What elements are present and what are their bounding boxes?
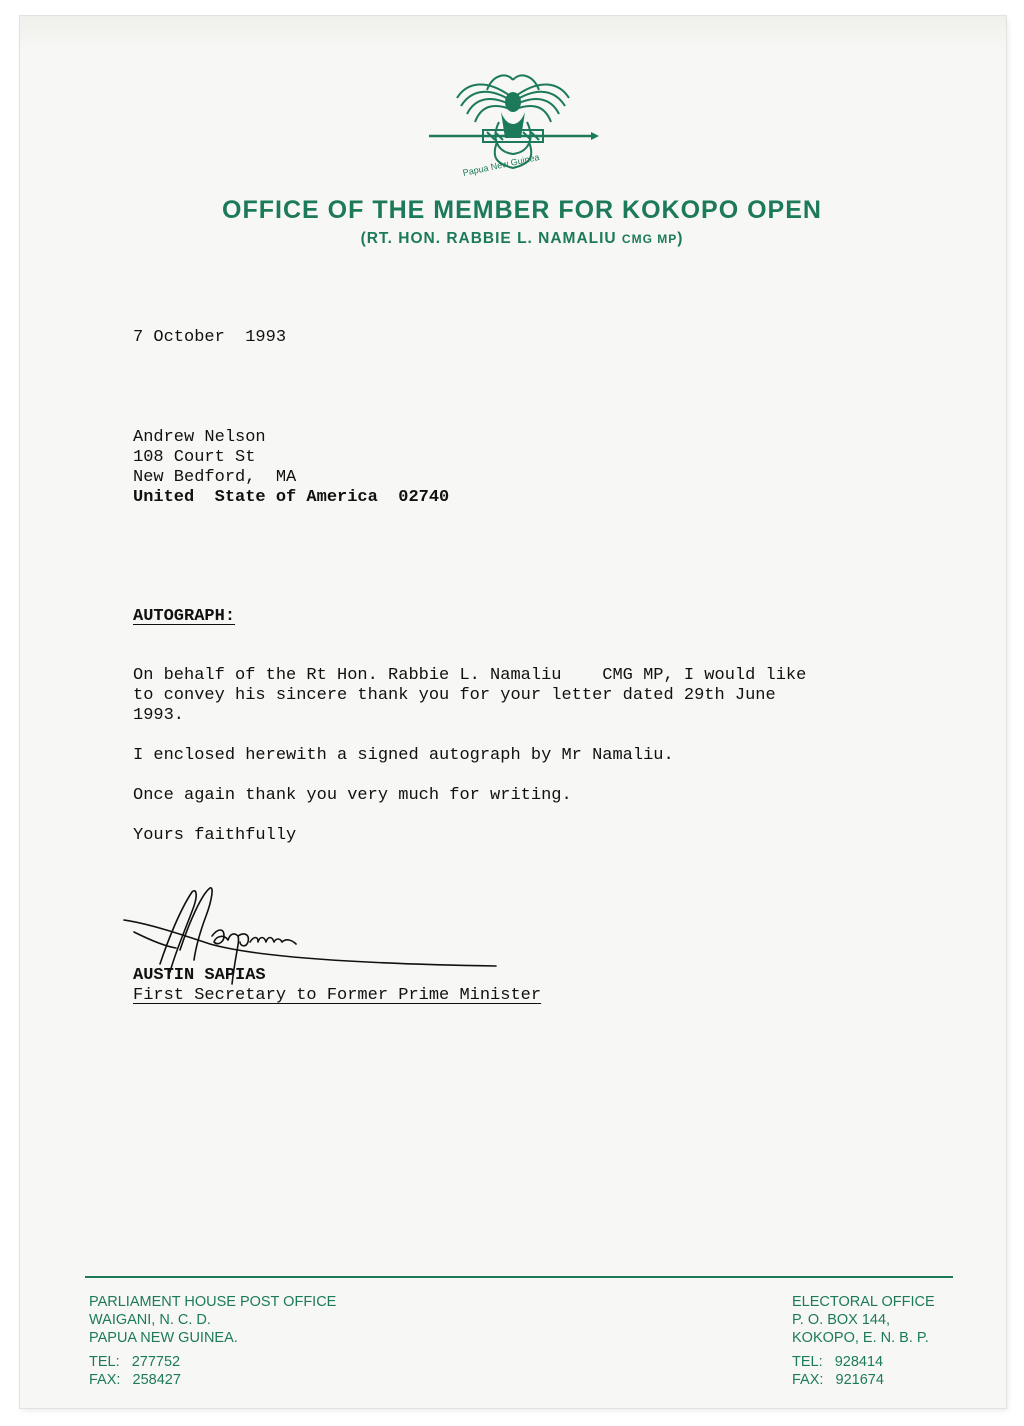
- crest-caption: Papua New Guinea: [461, 151, 541, 179]
- tel-label: TEL:: [792, 1354, 823, 1370]
- subtitle-honours: CMG MP: [621, 232, 678, 246]
- letterhead-subtitle: [0, 230, 1024, 248]
- tel-number: 928414: [834, 1354, 884, 1370]
- closing: Yours faithfully: [133, 826, 297, 845]
- recipient-street: 108 Court St: [133, 448, 256, 467]
- recipient-country: United State of America 02740: [133, 488, 450, 507]
- paper-fold: [20, 16, 1006, 50]
- footer-right-tel: [792, 1353, 935, 1371]
- footer-left-line3: PAPUA NEW GUINEA.: [89, 1330, 238, 1346]
- recipient-city: New Bedford, MA: [133, 468, 297, 487]
- footer-left-fax: [89, 1371, 336, 1389]
- para1-line2: to convey his sincere thank you for your letter dated 29th June: [133, 686, 776, 705]
- signatory-name: AUSTIN SAPIAS: [133, 966, 266, 985]
- letter-date: 7 October 1993: [133, 328, 287, 347]
- fax-label: FAX:: [792, 1372, 824, 1388]
- para1-line3: 1993.: [133, 706, 185, 725]
- tel-label: TEL:: [89, 1354, 120, 1370]
- fax-number: 921674: [835, 1372, 884, 1388]
- para3: Once again thank you very much for writing.: [133, 786, 572, 805]
- footer-right-line1: ELECTORAL OFFICE: [792, 1294, 935, 1310]
- letter-subject: AUTOGRAPH:: [133, 607, 236, 626]
- footer-left-line2: WAIGANI, N. C. D.: [89, 1312, 211, 1328]
- letterhead-title: OFFICE OF THE MEMBER FOR KOKOPO OPEN: [222, 196, 822, 224]
- bird-of-paradise-crest-icon: [427, 68, 599, 188]
- footer-right-fax: [792, 1371, 935, 1389]
- footer-left-tel: [89, 1353, 336, 1371]
- recipient-name: Andrew Nelson: [133, 428, 266, 447]
- footer-divider: [85, 1276, 953, 1278]
- fax-number: 258427: [132, 1372, 181, 1388]
- subtitle-close: ): [677, 230, 684, 247]
- para2: I enclosed herewith a signed autograph by Mr Namaliu.: [133, 746, 674, 765]
- para1-line1: On behalf of the Rt Hon. Rabbie L. Namaliu CMG MP, I would like: [133, 666, 807, 685]
- subtitle-main: (RT. HON. RABBIE L. NAMALIU: [360, 230, 617, 247]
- tel-number: 277752: [131, 1354, 181, 1370]
- footer-parliament-address: [89, 1293, 336, 1389]
- footer-right-line2: P. O. BOX 144,: [792, 1312, 891, 1328]
- fax-label: FAX:: [89, 1372, 121, 1388]
- footer-left-line1: PARLIAMENT HOUSE POST OFFICE: [89, 1294, 337, 1310]
- footer-right-line3: KOKOPO, E. N. B. P.: [792, 1330, 929, 1346]
- footer-electoral-address: [792, 1293, 935, 1389]
- signatory-title: First Secretary to Former Prime Minister: [133, 986, 542, 1005]
